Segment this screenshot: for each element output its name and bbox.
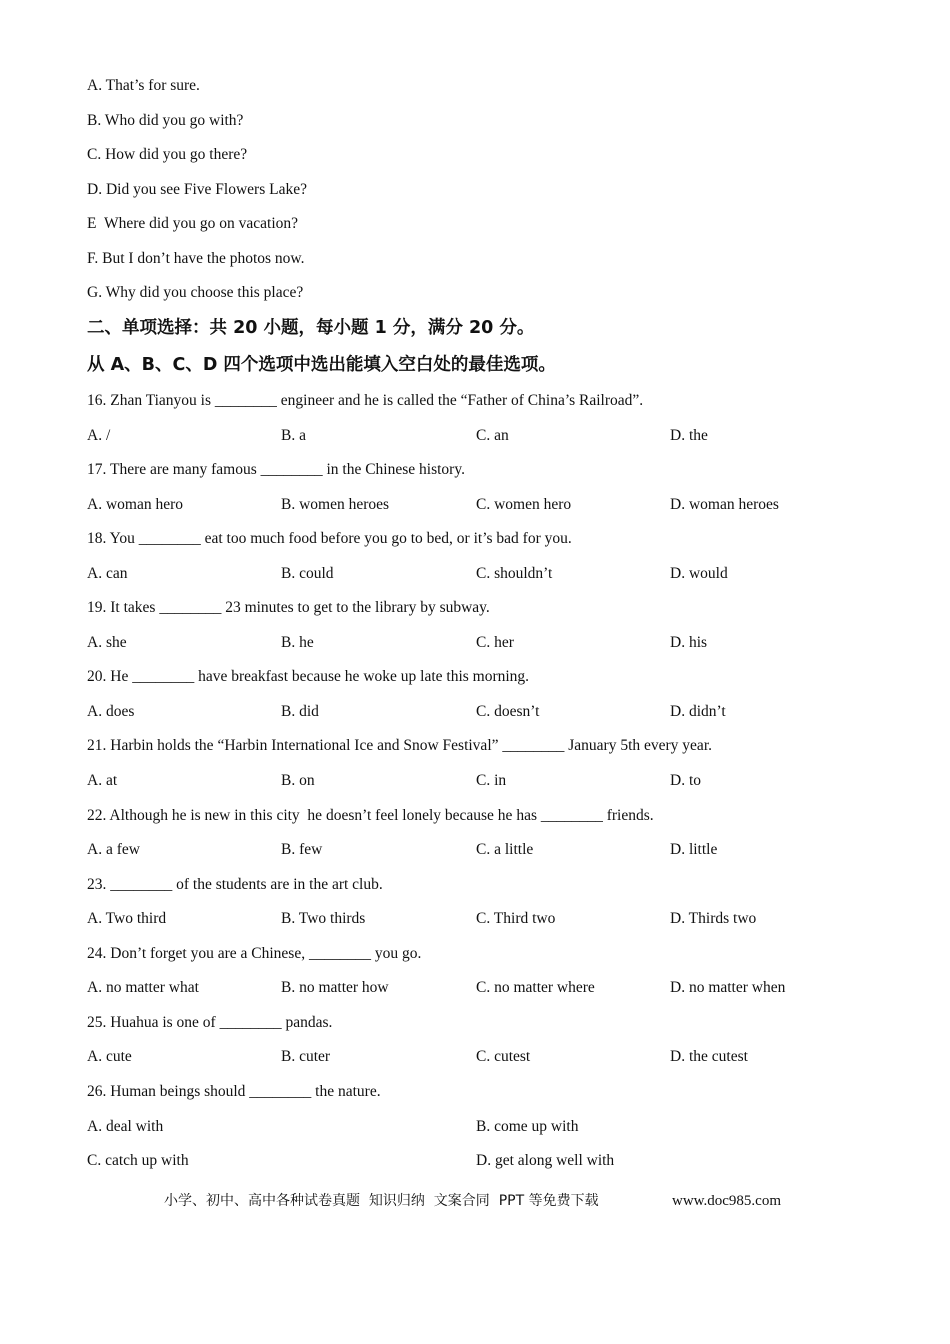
option-d: D. to <box>670 772 701 789</box>
option-a: A. a few <box>87 841 140 858</box>
question-stem: 20. He ________ have breakfast because he woke up late this morning. <box>87 668 530 685</box>
option-a: A. / <box>87 427 111 444</box>
question-options <box>87 909 867 929</box>
question-options <box>87 1117 867 1137</box>
option-c: C. in <box>476 772 507 789</box>
option-b: B. Two thirds <box>281 910 366 927</box>
question-options <box>87 495 867 515</box>
option-b: B. did <box>281 703 319 720</box>
question-options <box>87 426 867 446</box>
option-a: A. at <box>87 772 118 789</box>
option-b: B. no matter how <box>281 979 389 996</box>
option-c: C. shouldn’t <box>476 565 553 582</box>
option-a: A. cute <box>87 1048 132 1065</box>
footer-text: 小学、初中、高中各种试卷真题 知识归纳 文案合同 PPT 等免费下载 <box>164 1193 599 1209</box>
question-stem: 19. It takes ________ 23 minutes to get to the library by subway. <box>87 599 490 616</box>
question-stem: 26. Human beings should ________ the nature. <box>87 1083 381 1100</box>
option-c: C. doesn’t <box>476 703 540 720</box>
option-c: C. no matter where <box>476 979 595 996</box>
option-b: B. on <box>281 772 315 789</box>
option-d: D. little <box>670 841 718 858</box>
option-c: C. cutest <box>476 1048 531 1065</box>
option-b: B. few <box>281 841 323 858</box>
option-a: A. she <box>87 634 127 651</box>
option-c: C. an <box>476 427 509 444</box>
option-c: C. a little <box>476 841 534 858</box>
question-options <box>87 564 867 584</box>
question-stem: 16. Zhan Tianyou is ________ engineer and he is called the “Father of China’s Railroad”. <box>87 392 644 409</box>
question-stem: 22. Although he is new in this city he doesn’t feel lonely because he has ________ friends. <box>87 807 654 824</box>
question-options <box>87 1047 867 1067</box>
question-options <box>87 633 867 653</box>
question-options <box>87 771 867 791</box>
option-d: D. no matter when <box>670 979 786 996</box>
question-options <box>87 702 867 722</box>
option-a: A. deal with <box>87 1118 164 1135</box>
option-d: D. get along well with <box>476 1152 615 1169</box>
question-stem: 25. Huahua is one of ________ pandas. <box>87 1014 333 1031</box>
option-d: D. Thirds two <box>670 910 757 927</box>
section-instruction: 从 A、B、C、D 四个选项中选出能填入空白处的最佳选项。 <box>87 355 556 375</box>
option-d: D. the <box>670 427 708 444</box>
section-title: 二、单项选择：共 20 小题，每小题 1 分，满分 20 分。 <box>87 318 535 338</box>
option-d: D. his <box>670 634 708 651</box>
dialogue-option-e: E Where did you go on vacation? <box>87 215 299 232</box>
option-c: C. her <box>476 634 514 651</box>
question-stem: 24. Don’t forget you are a Chinese, ________ you go. <box>87 945 422 962</box>
option-b: B. could <box>281 565 334 582</box>
option-a: A. woman hero <box>87 496 183 513</box>
question-stem: 17. There are many famous ________ in the Chinese history. <box>87 461 465 478</box>
dialogue-option-b: B. Who did you go with? <box>87 112 244 129</box>
option-d: D. woman heroes <box>670 496 779 513</box>
question-options <box>87 1151 867 1171</box>
option-b: B. cuter <box>281 1048 331 1065</box>
option-b: B. come up with <box>476 1118 579 1135</box>
option-d: D. didn’t <box>670 703 726 720</box>
option-a: A. no matter what <box>87 979 199 996</box>
option-a: A. can <box>87 565 128 582</box>
question-stem: 23. ________ of the students are in the art club. <box>87 876 383 893</box>
dialogue-option-c: C. How did you go there? <box>87 146 248 163</box>
option-a: A. does <box>87 703 135 720</box>
dialogue-option-f: F. But I don’t have the photos now. <box>87 250 305 267</box>
option-d: D. would <box>670 565 728 582</box>
dialogue-option-a: A. That’s for sure. <box>87 77 200 94</box>
dialogue-option-d: D. Did you see Five Flowers Lake? <box>87 181 307 198</box>
footer-url: www.doc985.com <box>672 1193 782 1209</box>
question-options <box>87 840 867 860</box>
option-b: B. women heroes <box>281 496 390 513</box>
option-a: A. Two third <box>87 910 167 927</box>
option-c: C. women hero <box>476 496 572 513</box>
option-d: D. the cutest <box>670 1048 748 1065</box>
option-c: C. catch up with <box>87 1152 189 1169</box>
option-b: B. he <box>281 634 314 651</box>
question-options <box>87 978 867 998</box>
option-c: C. Third two <box>476 910 556 927</box>
question-stem: 18. You ________ eat too much food before you go to bed, or it’s bad for you. <box>87 530 572 547</box>
option-b: B. a <box>281 427 306 444</box>
dialogue-option-g: G. Why did you choose this place? <box>87 284 304 301</box>
question-stem: 21. Harbin holds the “Harbin International Ice and Snow Festival” ________ January 5th every year. <box>87 737 712 754</box>
